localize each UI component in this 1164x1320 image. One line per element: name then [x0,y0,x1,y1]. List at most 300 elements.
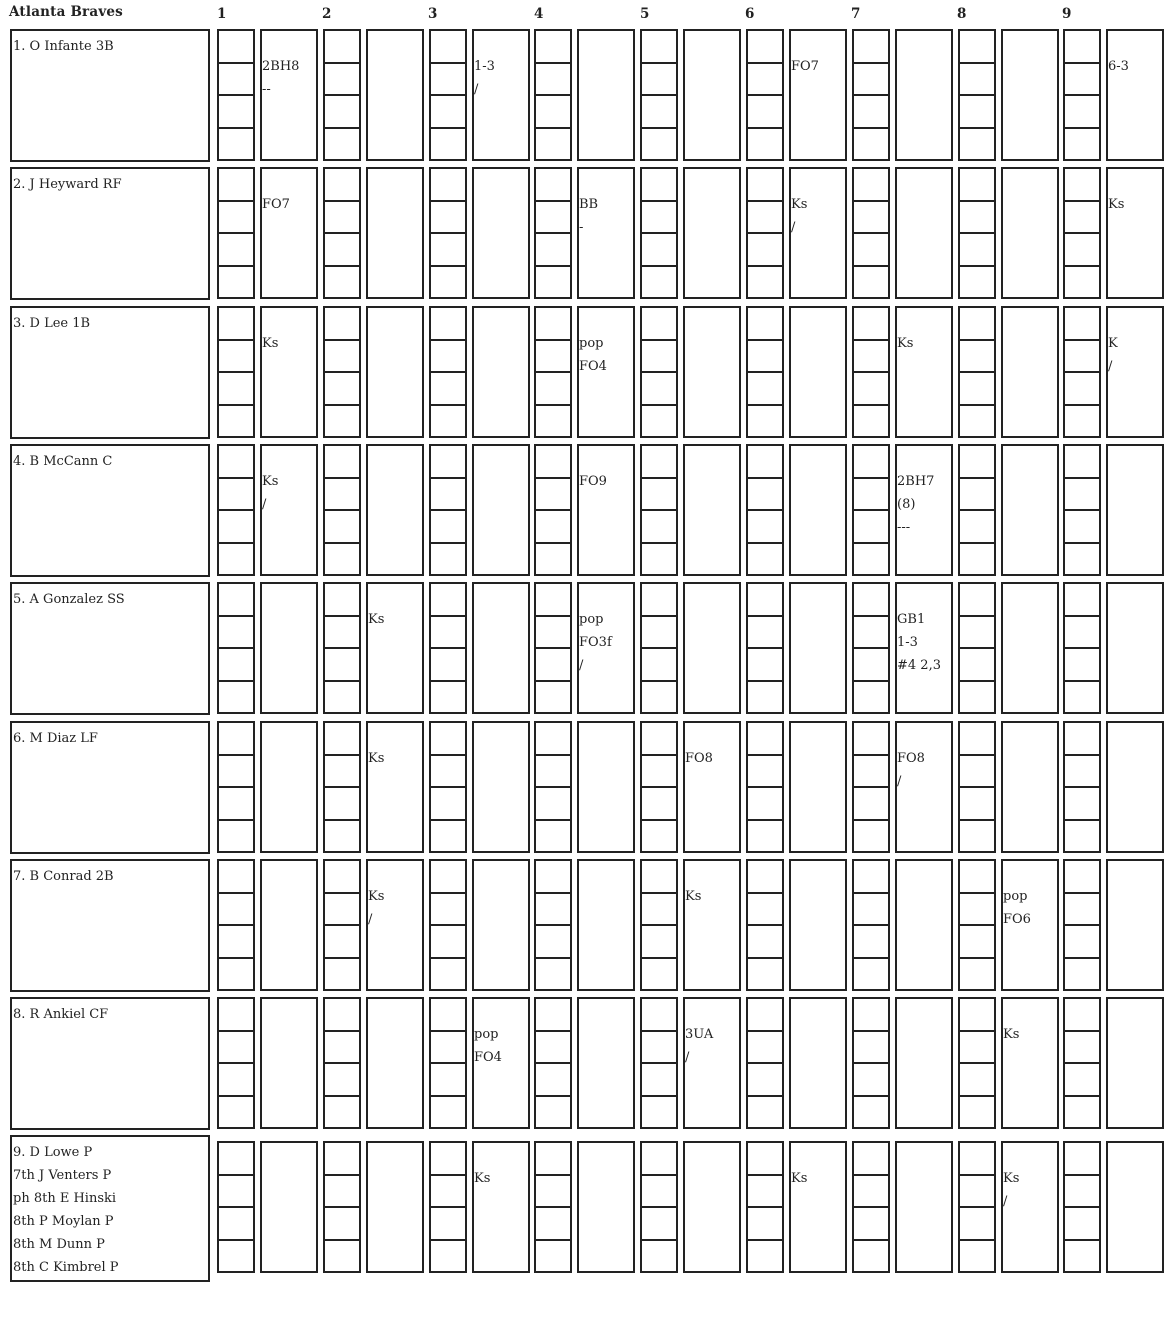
pitch-slot [431,1064,465,1097]
pitch-slot [642,584,676,617]
pitch-slot [748,894,782,927]
pitch-slot [748,308,782,341]
pitch-slot [536,861,570,894]
pitch-slot [1065,1208,1099,1241]
pitch-count-column [217,444,255,576]
pitch-slot [960,169,994,202]
pitch-slot [219,788,253,821]
pitch-slot [325,756,359,789]
pitch-slot [431,31,465,64]
pitch-count-column [852,1141,890,1273]
pitch-slot [642,1241,676,1272]
pitch-slot [1065,584,1099,617]
pitch-slot [1065,511,1099,544]
pitch-slot [536,406,570,437]
at-bat-result-box [366,582,424,714]
pitch-count-column [323,167,361,299]
at-bat-result-box [895,859,953,991]
at-bat-result-box [260,1141,318,1273]
pitch-slot [325,999,359,1032]
pitch-count-column [852,859,890,991]
pitch-slot [960,202,994,235]
pitch-slot [431,723,465,756]
pitch-slot [431,682,465,713]
pitch-slot [1065,1032,1099,1065]
pitch-slot [325,788,359,821]
at-bat-result-box [260,721,318,853]
pitch-slot [854,169,888,202]
at-bat-notation: FO9 [579,474,607,489]
pitch-slot [748,723,782,756]
pitch-slot [1065,649,1099,682]
pitch-slot [960,861,994,894]
pitch-slot [219,1208,253,1241]
pitch-count-column [534,721,572,853]
pitch-slot [748,234,782,267]
pitch-slot [1065,479,1099,512]
at-bat-result-box [472,997,530,1129]
pitch-slot [536,234,570,267]
at-bat-result-box [789,167,847,299]
pitch-slot [219,1097,253,1128]
at-bat-result-box [683,859,741,991]
pitch-slot [219,821,253,852]
pitch-slot [854,234,888,267]
pitch-slot [431,1176,465,1209]
at-bat-notation: / [262,497,267,512]
pitch-slot [854,1176,888,1209]
at-bat-notation: #4 2,3 [897,658,941,673]
pitch-slot [325,544,359,575]
at-bat-result-box [577,997,635,1129]
pitch-slot [960,31,994,64]
pitch-slot [748,202,782,235]
at-bat-result-box [577,859,635,991]
pitch-count-column [429,859,467,991]
at-bat-result-box [472,859,530,991]
pitch-count-column [852,29,890,161]
pitch-slot [431,341,465,374]
pitch-count-column [1063,29,1101,161]
inning-number: 3 [428,6,438,22]
at-bat-result-box [577,167,635,299]
pitch-slot [960,756,994,789]
pitch-count-column [217,167,255,299]
pitch-slot [1065,756,1099,789]
at-bat-notation: Ks [262,474,279,489]
at-bat-notation: - [579,220,584,235]
at-bat-result-box [472,1141,530,1273]
pitch-count-column [323,997,361,1129]
pitch-slot [854,64,888,97]
pitch-slot [325,31,359,64]
at-bat-notation: Ks [474,1171,491,1186]
pitch-slot [748,1097,782,1128]
pitch-slot [748,788,782,821]
pitch-slot [960,479,994,512]
pitch-count-column [323,582,361,714]
pitch-slot [1065,1097,1099,1128]
at-bat-result-box [683,582,741,714]
pitch-slot [748,1208,782,1241]
pitch-slot [960,1241,994,1272]
pitch-slot [431,584,465,617]
pitch-count-column [746,444,784,576]
pitch-slot [1065,959,1099,990]
pitch-slot [642,861,676,894]
at-bat-result-box [472,167,530,299]
pitch-count-column [958,582,996,714]
pitch-slot [325,169,359,202]
at-bat-notation: -- [262,82,271,97]
at-bat-notation: / [474,82,479,97]
pitch-slot [854,1064,888,1097]
at-bat-result-box [260,167,318,299]
pitch-slot [960,234,994,267]
pitch-count-column [1063,997,1101,1129]
pitch-slot [1065,999,1099,1032]
pitch-slot [960,999,994,1032]
pitch-count-column [1063,444,1101,576]
pitch-slot [854,756,888,789]
pitch-slot [325,617,359,650]
pitch-count-column [323,444,361,576]
pitch-slot [431,202,465,235]
pitch-slot [431,861,465,894]
pitch-slot [642,1064,676,1097]
at-bat-notation: pop [579,336,604,351]
pitch-slot [642,959,676,990]
pitch-count-column [534,997,572,1129]
pitch-slot [431,999,465,1032]
pitch-slot [642,446,676,479]
pitch-slot [960,617,994,650]
pitch-slot [431,511,465,544]
pitch-count-column [323,1141,361,1273]
team-title: Atlanta Braves [9,4,123,20]
pitch-slot [325,894,359,927]
pitch-slot [748,96,782,129]
pitch-slot [960,544,994,575]
pitch-slot [854,894,888,927]
pitch-slot [1065,446,1099,479]
pitch-slot [642,373,676,406]
at-bat-result-box [366,306,424,438]
at-bat-notation: pop [1003,889,1028,904]
at-bat-result-box [1106,444,1164,576]
player-box [10,306,210,439]
at-bat-notation: 3UA [685,1027,714,1042]
pitch-count-column [217,997,255,1129]
pitch-slot [960,129,994,160]
pitch-slot [1065,821,1099,852]
pitch-slot [431,267,465,298]
pitch-count-column [746,1141,784,1273]
pitch-count-column [534,582,572,714]
pitch-slot [325,202,359,235]
pitch-slot [854,584,888,617]
at-bat-notation: Ks [368,751,385,766]
pitch-slot [325,406,359,437]
pitch-slot [642,544,676,575]
pitch-count-column [852,582,890,714]
at-bat-result-box [789,997,847,1129]
pitch-slot [1065,31,1099,64]
pitch-slot [1065,267,1099,298]
pitch-slot [854,446,888,479]
pitch-slot [1065,682,1099,713]
pitch-slot [1065,894,1099,927]
at-bat-result-box [366,721,424,853]
player-name: 3. D Lee 1B [13,316,91,331]
pitch-slot [642,267,676,298]
pitch-slot [1065,234,1099,267]
pitch-slot [431,1208,465,1241]
player-name: 5. A Gonzalez SS [13,592,125,607]
pitch-slot [854,682,888,713]
pitch-slot [960,821,994,852]
pitch-count-column [429,306,467,438]
pitch-count-column [323,306,361,438]
pitch-count-column [1063,721,1101,853]
pitch-count-column [852,444,890,576]
pitch-slot [960,959,994,990]
pitch-count-column [323,721,361,853]
at-bat-result-box [789,29,847,161]
pitch-slot [960,926,994,959]
pitch-slot [219,1064,253,1097]
pitch-slot [642,682,676,713]
pitch-slot [960,1143,994,1176]
pitch-slot [431,373,465,406]
pitch-slot [431,308,465,341]
pitch-slot [748,861,782,894]
pitch-slot [431,649,465,682]
pitch-slot [642,926,676,959]
pitch-slot [748,479,782,512]
pitch-slot [325,267,359,298]
pitch-count-column [958,859,996,991]
pitch-slot [219,544,253,575]
pitch-slot [748,999,782,1032]
pitch-slot [1065,96,1099,129]
at-bat-result-box [472,306,530,438]
pitch-slot [960,373,994,406]
at-bat-result-box [1001,721,1059,853]
pitch-count-column [746,997,784,1129]
substitution-line: 8th M Dunn P [13,1237,105,1252]
player-name: 8. R Ankiel CF [13,1007,109,1022]
pitch-slot [536,64,570,97]
pitch-slot [431,617,465,650]
pitch-slot [325,129,359,160]
pitch-slot [642,308,676,341]
at-bat-result-box [472,721,530,853]
pitch-slot [1065,308,1099,341]
pitch-slot [536,617,570,650]
pitch-slot [325,723,359,756]
pitch-count-column [640,1141,678,1273]
at-bat-notation: 2BH7 [897,474,935,489]
pitch-slot [325,1143,359,1176]
at-bat-result-box [683,306,741,438]
inning-number: 6 [745,6,755,22]
pitch-count-column [429,167,467,299]
pitch-slot [748,756,782,789]
at-bat-result-box [1106,859,1164,991]
at-bat-notation: pop [474,1027,499,1042]
pitch-slot [536,1208,570,1241]
at-bat-notation: Ks [791,197,808,212]
pitch-slot [854,649,888,682]
at-bat-notation: / [579,658,584,673]
substitution-line: ph 8th E Hinski [13,1191,117,1206]
pitch-slot [642,234,676,267]
pitch-slot [536,479,570,512]
pitch-slot [642,649,676,682]
pitch-slot [536,1241,570,1272]
at-bat-result-box [366,444,424,576]
pitch-slot [1065,406,1099,437]
pitch-slot [960,446,994,479]
pitch-slot [854,926,888,959]
pitch-slot [536,267,570,298]
pitch-count-column [958,306,996,438]
pitch-slot [960,64,994,97]
pitch-count-column [958,167,996,299]
at-bat-notation: FO7 [262,197,290,212]
at-bat-result-box [1001,997,1059,1129]
pitch-slot [219,202,253,235]
pitch-slot [219,169,253,202]
at-bat-notation: pop [579,612,604,627]
at-bat-notation: Ks [368,889,385,904]
at-bat-notation: Ks [791,1171,808,1186]
at-bat-result-box [895,582,953,714]
pitch-slot [854,479,888,512]
pitch-slot [854,1097,888,1128]
pitch-slot [748,129,782,160]
pitch-slot [748,584,782,617]
pitch-slot [219,341,253,374]
pitch-slot [1065,723,1099,756]
pitch-slot [536,821,570,852]
pitch-slot [748,267,782,298]
at-bat-result-box [577,29,635,161]
at-bat-result-box [789,721,847,853]
pitch-slot [536,446,570,479]
pitch-count-column [746,29,784,161]
at-bat-notation: FO8 [897,751,925,766]
pitch-count-column [958,997,996,1129]
pitch-slot [219,446,253,479]
pitch-slot [325,308,359,341]
pitch-count-column [323,859,361,991]
at-bat-result-box [1106,721,1164,853]
at-bat-notation: Ks [368,612,385,627]
pitch-slot [854,31,888,64]
pitch-slot [960,406,994,437]
pitch-slot [960,1097,994,1128]
pitch-slot [960,1032,994,1065]
at-bat-result-box [895,29,953,161]
at-bat-notation: Ks [1108,197,1125,212]
pitch-slot [642,169,676,202]
at-bat-result-box [577,306,635,438]
at-bat-result-box [260,582,318,714]
pitch-slot [325,584,359,617]
at-bat-result-box [366,997,424,1129]
pitch-slot [431,821,465,852]
pitch-count-column [746,721,784,853]
pitch-slot [431,129,465,160]
pitch-slot [642,1143,676,1176]
pitch-count-column [217,29,255,161]
pitch-slot [642,1032,676,1065]
pitch-slot [642,756,676,789]
at-bat-result-box [260,859,318,991]
at-bat-notation: FO3f [579,635,612,650]
at-bat-result-box [683,1141,741,1273]
pitch-slot [748,544,782,575]
pitch-count-column [640,306,678,438]
pitch-slot [642,999,676,1032]
pitch-slot [325,682,359,713]
at-bat-result-box [1106,582,1164,714]
at-bat-notation: Ks [897,336,914,351]
pitch-slot [1065,926,1099,959]
at-bat-notation: Ks [685,889,702,904]
pitch-slot [748,1176,782,1209]
pitch-count-column [534,1141,572,1273]
pitch-slot [536,169,570,202]
at-bat-result-box [789,1141,847,1273]
pitch-slot [219,1241,253,1272]
pitch-slot [854,267,888,298]
at-bat-result-box [1106,306,1164,438]
pitch-slot [219,308,253,341]
pitch-slot [219,1032,253,1065]
pitch-count-column [429,997,467,1129]
pitch-slot [325,1208,359,1241]
pitch-slot [748,1241,782,1272]
pitch-slot [854,1208,888,1241]
at-bat-result-box [683,997,741,1129]
pitch-slot [536,756,570,789]
pitch-slot [219,234,253,267]
pitch-slot [219,723,253,756]
at-bat-result-box [577,582,635,714]
pitch-count-column [640,997,678,1129]
pitch-slot [219,406,253,437]
pitch-slot [642,821,676,852]
pitch-count-column [429,582,467,714]
pitch-slot [854,1241,888,1272]
player-name: 2. J Heyward RF [13,177,122,192]
pitch-slot [536,723,570,756]
pitch-slot [854,406,888,437]
pitch-slot [960,267,994,298]
pitch-slot [536,544,570,575]
pitch-slot [431,1097,465,1128]
pitch-slot [431,959,465,990]
pitch-count-column [852,721,890,853]
at-bat-notation: Ks [262,336,279,351]
pitch-slot [642,1097,676,1128]
pitch-slot [748,1064,782,1097]
at-bat-result-box [1001,859,1059,991]
pitch-slot [219,756,253,789]
